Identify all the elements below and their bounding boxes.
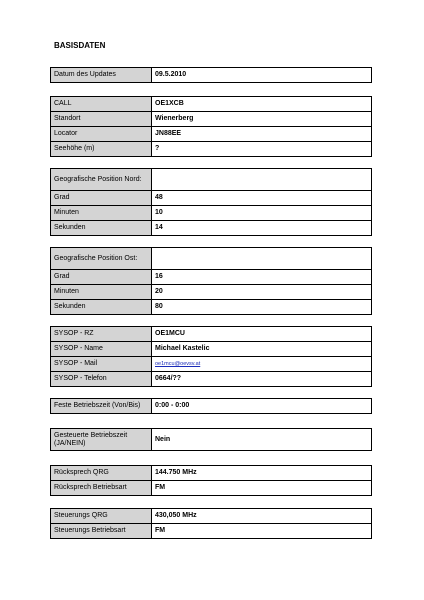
ruecksprech-betriebsart-row bbox=[51, 481, 372, 496]
ost-minuten-label: Minuten bbox=[51, 285, 152, 300]
ruecksprech-qrg-row bbox=[51, 466, 372, 481]
nord-minuten-value: 10 bbox=[152, 206, 372, 221]
sysop-mail-row bbox=[51, 357, 372, 372]
ost-grad-label: Grad bbox=[51, 270, 152, 285]
position-nord-header-row bbox=[51, 169, 372, 191]
update-table bbox=[50, 67, 372, 83]
betriebszeit-row bbox=[51, 399, 372, 414]
steuerung-betriebsart-row bbox=[51, 524, 372, 539]
sysop-telefon-row bbox=[51, 372, 372, 387]
call-label: CALL bbox=[51, 97, 152, 112]
ost-minuten-row bbox=[51, 285, 372, 300]
sysop-name-label: SYSOP - Name bbox=[51, 342, 152, 357]
seehoehe-label: Seehöhe (m) bbox=[51, 142, 152, 157]
steuerung-qrg-label: Steuerungs QRG bbox=[51, 509, 152, 524]
ost-sekunden-label: Sekunden bbox=[51, 300, 152, 315]
betriebszeit-label: Feste Betriebszeit (Von/Bis) bbox=[51, 399, 152, 414]
station-row-seehoehe bbox=[51, 142, 372, 157]
sysop-name-value: Michael Kastelic bbox=[152, 342, 372, 357]
seehoehe-value: ? bbox=[152, 142, 372, 157]
nord-grad-value: 48 bbox=[152, 191, 372, 206]
ost-grad-row bbox=[51, 270, 372, 285]
sysop-telefon-label: SYSOP - Telefon bbox=[51, 372, 152, 387]
ost-grad-value: 16 bbox=[152, 270, 372, 285]
sysop-rz-label: SYSOP - RZ bbox=[51, 327, 152, 342]
nord-minuten-label: Minuten bbox=[51, 206, 152, 221]
gesteuert-label: Gesteuerte Betriebszeit (JA/NEIN) bbox=[51, 429, 152, 451]
nord-sekunden-value: 14 bbox=[152, 221, 372, 236]
position-ost-header-row bbox=[51, 248, 372, 270]
update-label: Datum des Updates bbox=[51, 68, 152, 83]
sysop-rz-row bbox=[51, 327, 372, 342]
locator-label: Locator bbox=[51, 127, 152, 142]
betriebszeit-value: 0:00 - 0:00 bbox=[152, 399, 372, 414]
betriebszeit-table bbox=[50, 398, 372, 414]
ruecksprech-betriebsart-value: FM bbox=[152, 481, 372, 496]
nord-sekunden-label: Sekunden bbox=[51, 221, 152, 236]
nord-minuten-row bbox=[51, 206, 372, 221]
position-nord-table bbox=[50, 168, 372, 236]
position-nord-header: Geografische Position Nord: bbox=[51, 169, 152, 191]
steuerung-qrg-value: 430,050 MHz bbox=[152, 509, 372, 524]
nord-grad-label: Grad bbox=[51, 191, 152, 206]
nord-grad-row bbox=[51, 191, 372, 206]
station-table bbox=[50, 96, 372, 157]
update-row bbox=[51, 68, 372, 83]
station-row-locator bbox=[51, 127, 372, 142]
ruecksprech-qrg-label: Rücksprech QRG bbox=[51, 466, 152, 481]
steuerung-betriebsart-value: FM bbox=[152, 524, 372, 539]
position-ost-header-value bbox=[152, 248, 372, 270]
gesteuert-table bbox=[50, 428, 372, 451]
station-row-call bbox=[51, 97, 372, 112]
sysop-name-row bbox=[51, 342, 372, 357]
position-nord-header-value bbox=[152, 169, 372, 191]
update-value: 09.5.2010 bbox=[152, 68, 372, 83]
sysop-table bbox=[50, 326, 372, 387]
position-ost-table bbox=[50, 247, 372, 315]
steuerung-betriebsart-label: Steuerungs Betriebsart bbox=[51, 524, 152, 539]
position-ost-header: Geografische Position Ost: bbox=[51, 248, 152, 270]
nord-sekunden-row bbox=[51, 221, 372, 236]
ost-minuten-value: 20 bbox=[152, 285, 372, 300]
steuerung-qrg-row bbox=[51, 509, 372, 524]
sysop-mail-label: SYSOP - Mail bbox=[51, 357, 152, 372]
ruecksprech-betriebsart-label: Rücksprech Betriebsart bbox=[51, 481, 152, 496]
ost-sekunden-value: 80 bbox=[152, 300, 372, 315]
sysop-rz-value: OE1MCU bbox=[152, 327, 372, 342]
ruecksprech-table bbox=[50, 465, 372, 496]
steuerung-table bbox=[50, 508, 372, 539]
gesteuert-value: Nein bbox=[152, 429, 372, 451]
station-row-standort bbox=[51, 112, 372, 127]
sysop-telefon-value: 0664/?? bbox=[152, 372, 372, 387]
standort-label: Standort bbox=[51, 112, 152, 127]
sysop-mail-link[interactable]: oe1mcu@oevsv.at bbox=[152, 357, 372, 372]
ruecksprech-qrg-value: 144.750 MHz bbox=[152, 466, 372, 481]
locator-value: JN88EE bbox=[152, 127, 372, 142]
call-value: OE1XCB bbox=[152, 97, 372, 112]
gesteuert-row bbox=[51, 429, 372, 451]
ost-sekunden-row bbox=[51, 300, 372, 315]
page-title: BASISDATEN bbox=[54, 41, 106, 50]
standort-value: Wienerberg bbox=[152, 112, 372, 127]
